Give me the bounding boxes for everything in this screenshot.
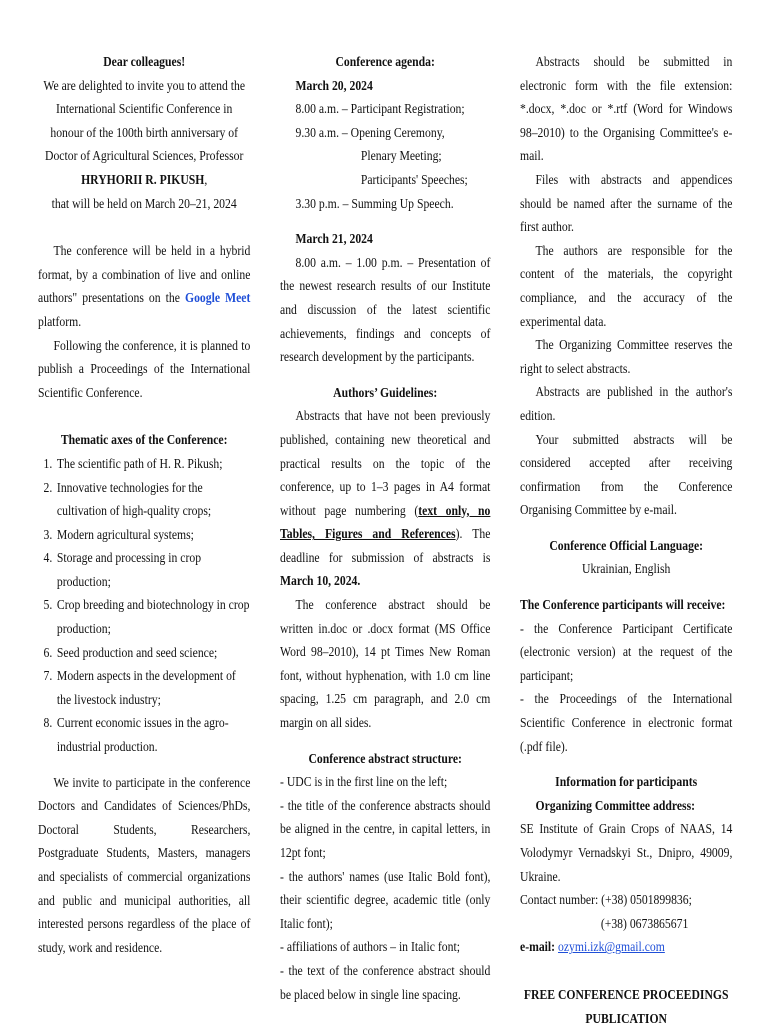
column-info (520, 50, 732, 1030)
agenda-item: 3.30 p.m. – Summing Up Speech. (295, 195, 454, 211)
contact-number: Contact number: (+38) 0501899836; (520, 892, 692, 908)
invite-line: Doctor of Agricultural Sciences, Professor (45, 148, 244, 164)
invite-line: International Scientific Conference in (56, 101, 233, 117)
google-meet-label: Google Meet (184, 290, 251, 306)
invite-line: We are delighted to invite you to attend the (43, 77, 246, 93)
list-item: 3. Modern agricultural systems; (55, 523, 250, 547)
info-title: Information for participants (555, 774, 698, 790)
agenda-title: Conference agenda: (335, 54, 435, 69)
address: SE Institute of Grain Crops of NAAS, 14 Volodymyr Vernadskyi St., Dnipro, 49009, Ukraine. (520, 821, 733, 884)
email-line (520, 935, 732, 959)
hybrid-paragraph: The conference will be held in a hybrid format, by a combination of live and online authors" presentations on the Google Meet platform. (38, 243, 251, 329)
honoree-name: HRYHORII R. PIKUSH (81, 171, 205, 187)
list-item: 6. Seed production and seed science; (55, 641, 250, 665)
guidelines-title: Authors’ Guidelines: (333, 384, 438, 400)
day2-date: March 21, 2024 (295, 231, 373, 247)
free-publication-line: PUBLICATION (585, 1010, 668, 1026)
accepted-paragraph: Your submitted abstracts will be considered accepted after receiving confirmation from the Conference Organising Committee by e-mail. (520, 431, 733, 518)
agenda-item: 8.00 a.m. – Participant Registration; (295, 101, 465, 117)
structure-item: - the authors' names (use Italic Bold font), their scientific degree, academic title (only Italic font); (280, 868, 491, 931)
proceedings-paragraph: Following the conference, it is planned to publish a Proceedings of the International Scientific Conference. (38, 337, 251, 400)
email-link[interactable]: ozymi.izk@gmail.com (557, 939, 665, 955)
receive-item: - the Conference Participant Certificate (electronic version) at the request of the participant; (520, 620, 733, 683)
receive-title: The Conference participants will receive: (520, 597, 726, 613)
reserves-paragraph: The Organizing Committee reserves the right to select abstracts. (520, 337, 733, 376)
contact-number-2: (+38) 0673865671 (600, 915, 689, 931)
greeting: Dear colleagues! (103, 54, 186, 69)
thematic-title: Thematic axes of the Conference: (60, 432, 228, 448)
structure-item: - UDC is in the first line on the left; (280, 774, 448, 790)
honoree-comma: , (204, 171, 208, 187)
agenda-item: 9.30 a.m. – Opening Ceremony, (295, 124, 445, 140)
list-item: 5. Crop breeding and biotechnology in crop production; (55, 593, 250, 640)
authors-paragraph: The authors are responsible for the content of the materials, the copyright compliance, and the accuracy of the experimental data. (520, 242, 733, 329)
structure-item: - affiliations of authors – in Italic font; (280, 939, 460, 955)
structure-title: Conference abstract structure: (308, 750, 462, 766)
list-item: 1. The scientific path of H. R. Pikush; (55, 452, 250, 476)
structure-item: - the text of the conference abstract should be placed below in single line spacing. (280, 962, 491, 1002)
day2-paragraph: 8.00 a.m. – 1.00 p.m. – Presentation of the newest research results of our Institute and discussion of the latest scientific achievements, findings and concepts of research development by the participants. (280, 254, 491, 365)
honoree-line (38, 168, 250, 192)
files-paragraph: Files with abstracts and appendices should be named after the surname of the first author. (520, 171, 733, 235)
day1-date: March 20, 2024 (295, 77, 373, 93)
receive-item: - the Proceedings of the International Scientific Conference in electronic format (.pdf file). (520, 691, 733, 754)
structure-item: - the title of the conference abstracts should be aligned in the centre, in capital letters, in 12pt font; (280, 797, 491, 860)
language-title: Conference Official Language: (549, 537, 704, 553)
deadline-date: March 10, 2024. (280, 573, 361, 589)
guidelines-paragraph: Abstracts that have not been previously published, containing new theoretical and practical results on the topic of the conference, up to 1–3 pages in A4 format without page numbering (text only, no Tables, Figures and References). The deadline for submission of abstracts is March 10, 2024. (280, 408, 491, 589)
list-item: 7. Modern aspects in the development of the livestock industry; (55, 664, 250, 711)
thematic-list (38, 452, 250, 759)
column-invitation (38, 50, 250, 959)
agenda-item: Plenary Meeting; (360, 148, 442, 164)
list-item: 4. Storage and processing in crop production; (55, 546, 250, 593)
languages: Ukrainian, English (582, 561, 671, 577)
submit-paragraph: Abstracts should be submitted in electronic form with the file extension: *.docx, *.doc or *.rtf (Word for Windows 98–2010) to the Organising Committee's e-mail. (520, 54, 733, 164)
free-publication-line: FREE CONFERENCE PROCEEDINGS (523, 986, 729, 1002)
guidelines-emphasis: text only, no Tables, Figures and References (280, 502, 491, 542)
column-agenda (280, 50, 490, 1006)
invite-line: honour of the 100th birth anniversary of (50, 124, 239, 140)
published-paragraph: Abstracts are published in the author's edition. (520, 384, 733, 423)
agenda-item: Participants' Speeches; (360, 171, 468, 187)
invite-date-line: that will be held on March 20–21, 2024 (51, 195, 237, 211)
address-title: Organizing Committee address: (535, 797, 696, 813)
invite-all-paragraph: We invite to participate in the conference Doctors and Candidates of Sciences/PhDs, Doctoral Students, Researchers, Postgraduate Students, Masters, managers and specialists of commercial organizations and public and municipal authorities, all interested persons regardless of the place of study, work and residence. (38, 774, 251, 955)
format-paragraph: The conference abstract should be written in.doc or .docx format (MS Office Word 98–2010), 14 pt Times New Roman font, without hyphenation, with 1.0 cm line spacing, 1.25 cm paragraph, and 2.0 cm margin on all sides. (280, 597, 491, 731)
list-item: 8. Current economic issues in the agro-industrial production. (55, 711, 250, 758)
email-label: e-mail: (520, 939, 556, 955)
list-item: 2. Innovative technologies for the cultivation of high-quality crops; (55, 476, 250, 523)
